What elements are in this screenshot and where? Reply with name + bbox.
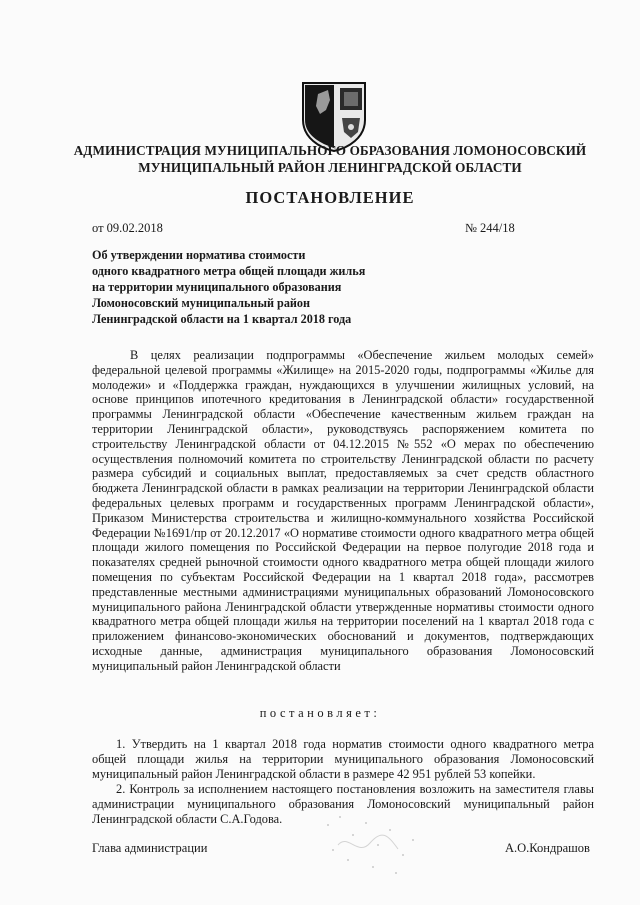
document-number: № 244/18 [465,221,515,235]
decree-item-1: 1. Утвердить на 1 квартал 2018 года норматив стоимости одного квадратного метра общей площади жилья на территории муниципального образования Ломоносовский муниципальный район Ленинградской области в размере 42 951 рублей 53 копейки. [92,737,594,781]
subject-line-3: на территории муниципального образования [92,280,342,294]
subject-line-1: Об утверждении норматива стоимости [92,248,306,262]
subject-line-5: Ленинградской области на 1 квартал 2018 года [92,312,352,326]
subject-line-4: Ломоносовский муниципальный район [92,296,311,310]
decree-item-2: 2. Контроль за исполнением настоящего постановления возложить на заместителя главы администрации муниципального образования Ломоносовский муниципальный район Ленинградской области С.А.Годова. [92,782,594,826]
org-line-2: МУНИЦИПАЛЬНЫЙ РАЙОН ЛЕНИНГРАДСКОЙ ОБЛАСТИ [138,160,522,175]
subject-line-2: одного квадратного метра общей площади жилья [92,264,366,278]
document-subject [92,247,412,327]
preamble-paragraph: В целях реализации подпрограммы «Обеспечение жильем молодых семей» федеральной целевой программы «Жилище» на 2015-2020 годы, подпрограммы «Жилье для молодежи» и «Поддержка граждан, нуждающихся в улучшении жилищных условий, на основе принципов ипотечного кредитования в Ленинградской области» государственной программы Ленинградской области «Обеспечение качественным жильем граждан на территории Ленинградской области», руководствуясь распоряжением комитета по строительству Ленинградской области от 04.12.2015 №552 «О мерах по обеспечению осуществления полномочий комитета по строительству Ленинградской области по расчету размера субсидий и социальных выплат, предоставляемых за счет средств областного бюджета Ленинградской области в рамках реализации на территории Ленинградской области федеральных целевых программ и государственных программ Ленинградской области», Приказом Министерства строительства и жилищно-коммунального хозяйства Российской Федерации №1691/пр от 20.12.2017 «О нормативе стоимости одного квадратного метра общей площади жилого помещения по Российской Федерации на первое полугодие 2018 года и показателях средней рыночной стоимости одного квадратного метра общей площади жилого помещения по субъектам Российской Федерации на 1 квартал 2018 года», рассмотрев представленные местными администрациями муниципальных образований Ломоносовского муниципального района Ленинградской области утвержденные нормативы стоимости одного квадратного метра общей площади жилья на территории поселений на 1 квартал 2018 года с приложением финансово-экономических обоснований и документов, подтверждающих исходные данные, администрация муниципального образования Ломоносовский муниципальный район Ленинградской области [92,348,594,673]
signature-stamp-icon [318,805,428,885]
organization-name [60,142,600,176]
document-date: от 09.02.2018 [92,221,163,235]
signatory-name: А.О.Кондрашов [505,841,590,855]
document-type: ПОСТАНОВЛЕНИЕ [245,188,415,207]
signatory-position: Глава администрации [92,841,208,855]
decree-word: постановляет: [259,706,381,720]
org-line-1: АДМИНИСТРАЦИЯ МУНИЦИПАЛЬНОГО ОБРАЗОВАНИЯ ЛОМОНОСОВСКИЙ [73,143,587,158]
